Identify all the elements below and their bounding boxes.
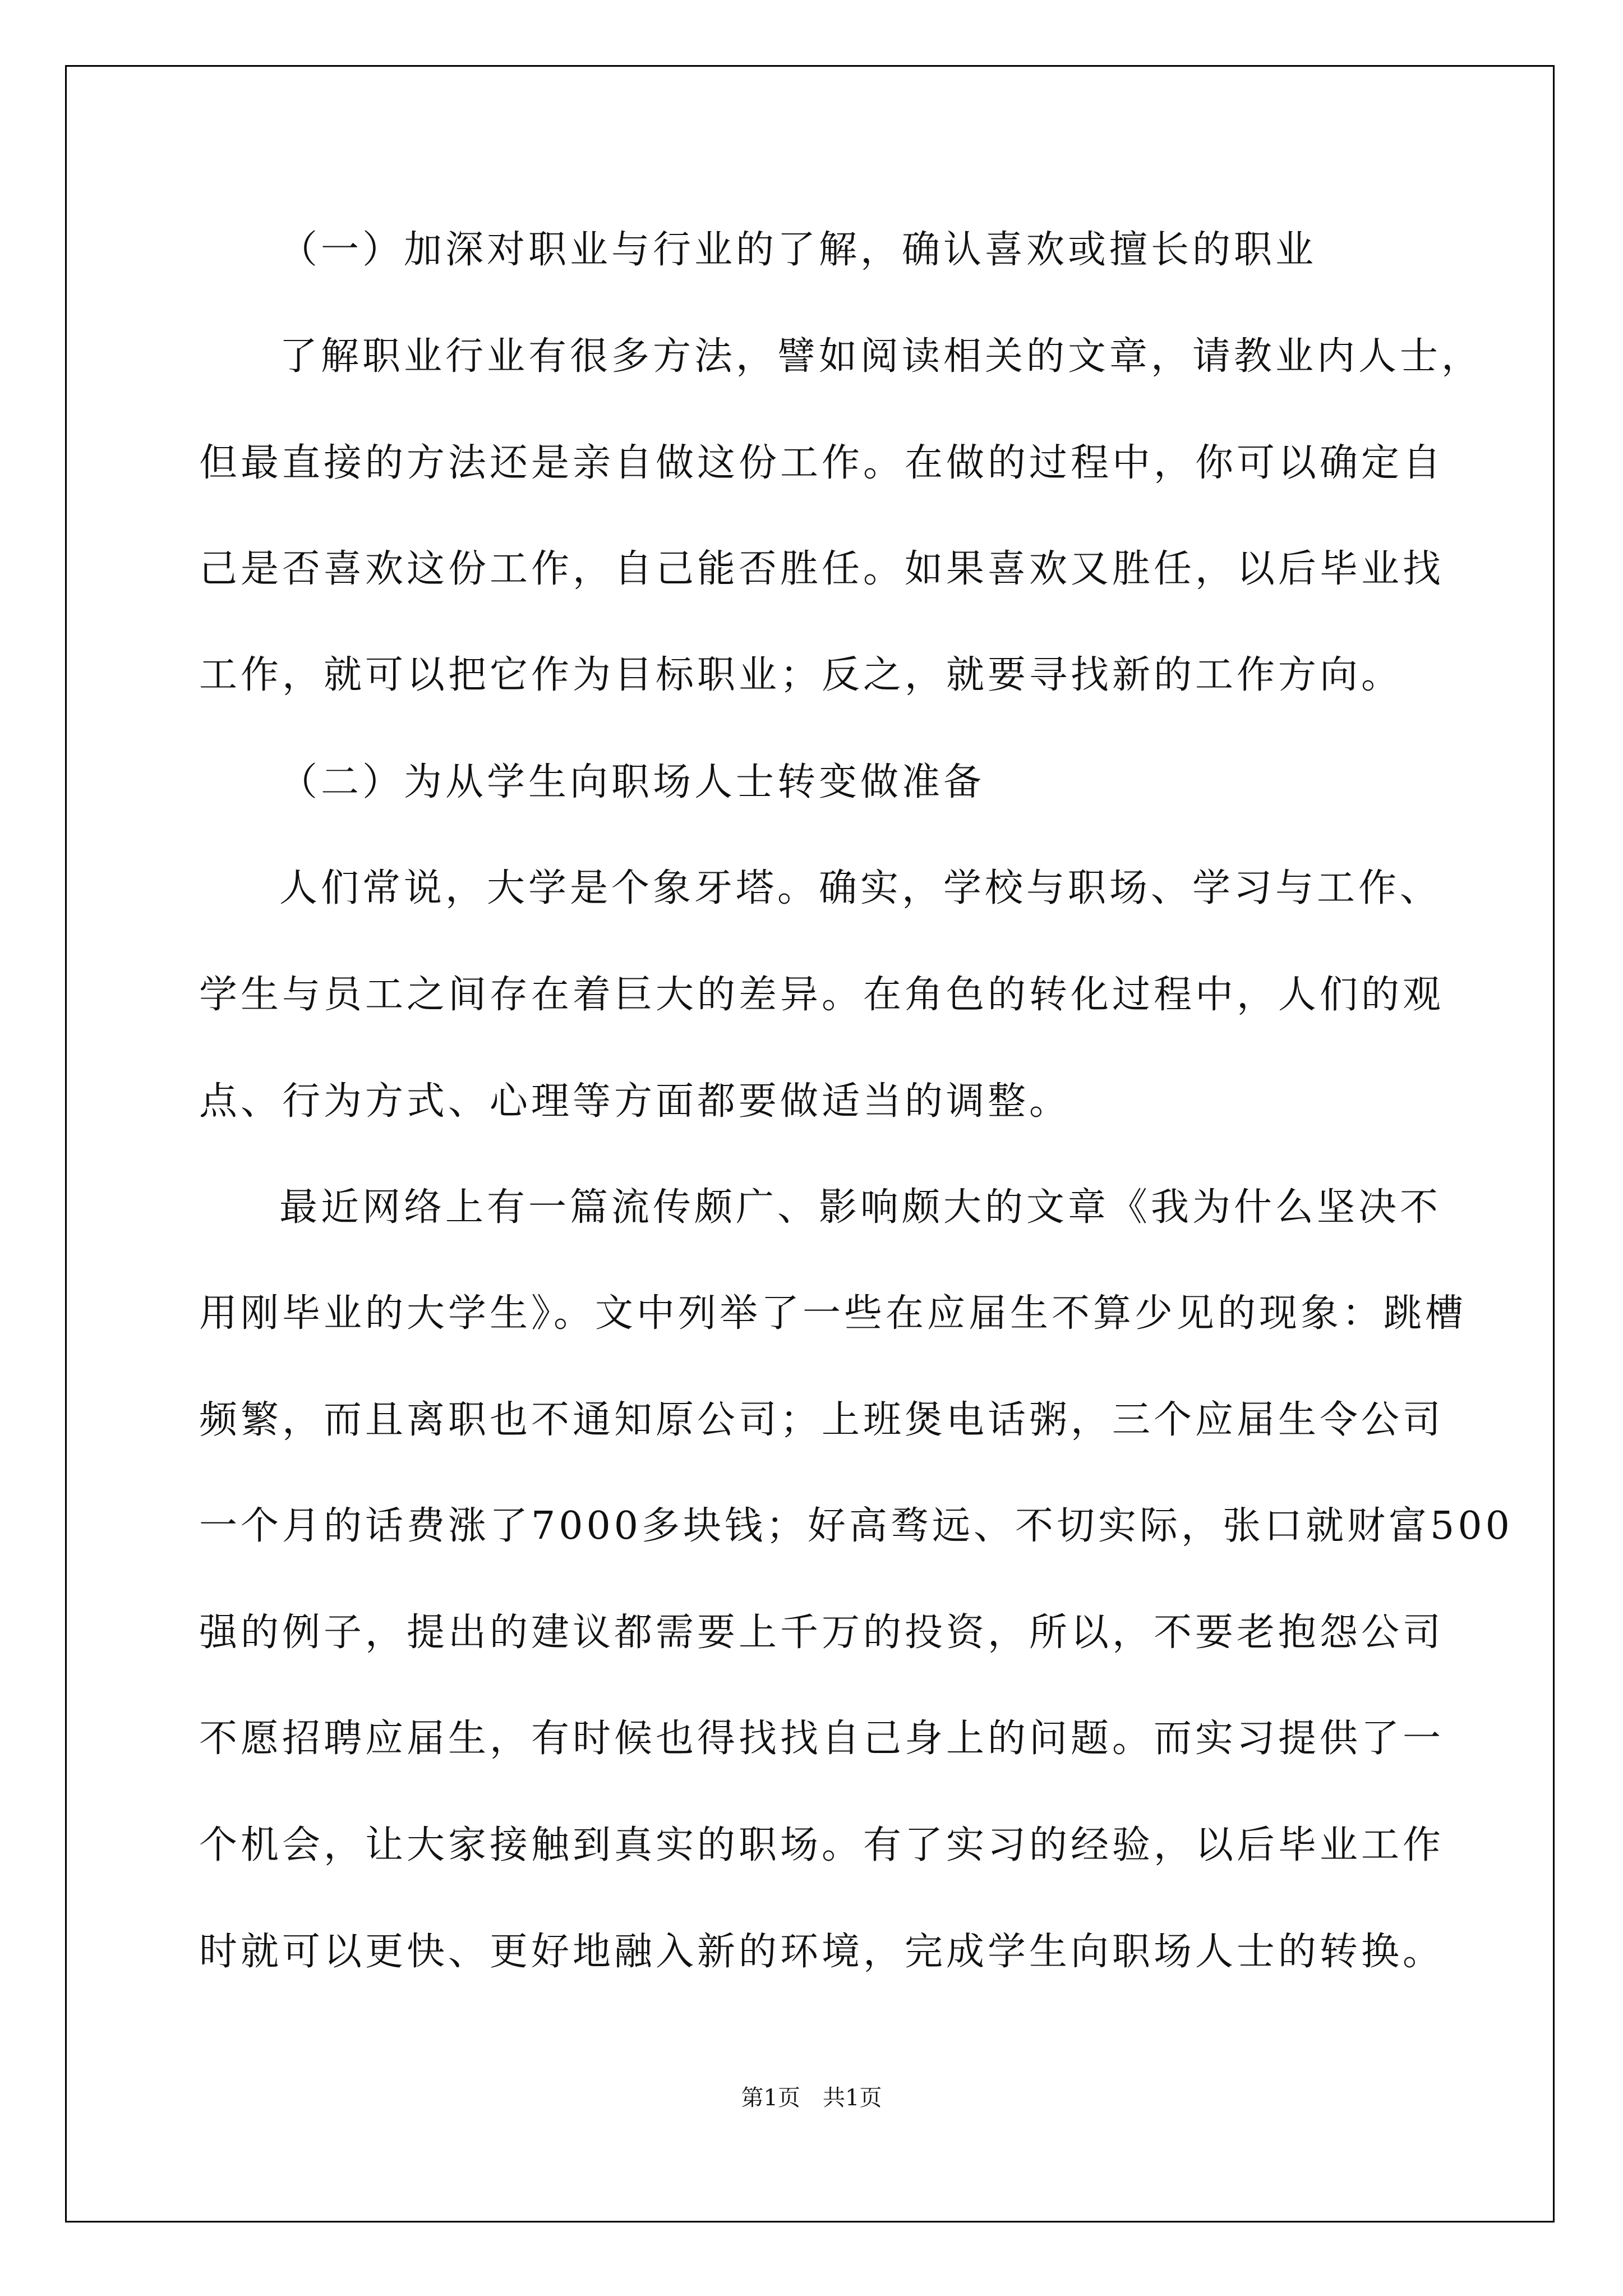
paragraph-line: 工作，就可以把它作为目标职业；反之，就要寻找新的工作方向。 <box>199 653 1403 697</box>
paragraph-line: 最近网络上有一篇流传颇广、影响颇大的文章《我为什么坚决不 <box>279 1185 1442 1230</box>
paragraph-line: 人们常说，大学是个象牙塔。确实，学校与职场、学习与工作、 <box>279 866 1442 910</box>
paragraph-line: 一个月的话费涨了7000多块钱；好高骛远、不切实际，张口就财富500 <box>199 1504 1513 1548</box>
paragraph-line: 点、行为方式、心理等方面都要做适当的调整。 <box>199 1079 1071 1124</box>
section-heading-1: （一）加深对职业与行业的了解，确认喜欢或擅长的职业 <box>279 228 1317 272</box>
paragraph-line: 频繁，而且离职也不通知原公司；上班煲电话粥，三个应届生令公司 <box>199 1398 1445 1442</box>
page-number-footer: 第1页 共1页 <box>741 2085 882 2111</box>
paragraph-line: 用刚毕业的大学生》。文中列举了一些在应届生不算少见的现象：跳槽 <box>199 1291 1467 1336</box>
paragraph-line: 强的例子，提出的建议都需要上千万的投资，所以，不要老抱怨公司 <box>199 1611 1445 1655</box>
paragraph-line: 时就可以更快、更好地融入新的环境，完成学生向职场人士的转换。 <box>199 1930 1445 1974</box>
paragraph-line: 了解职业行业有很多方法，譬如阅读相关的文章，请教业内人士， <box>279 334 1483 379</box>
paragraph-line: 学生与员工之间存在着巨大的差异。在角色的转化过程中，人们的观 <box>199 973 1445 1017</box>
paragraph-line: 个机会，让大家接触到真实的职场。有了实习的经验，以后毕业工作 <box>199 1823 1445 1867</box>
paragraph-line: 不愿招聘应届生，有时候也得找找自己身上的问题。而实习提供了一 <box>199 1717 1445 1761</box>
section-heading-2: （二）为从学生向职场人士转变做准备 <box>279 760 985 804</box>
paragraph-line: 但最直接的方法还是亲自做这份工作。在做的过程中，你可以确定自 <box>199 441 1445 485</box>
paragraph-line: 己是否喜欢这份工作，自己能否胜任。如果喜欢又胜任，以后毕业找 <box>199 547 1445 591</box>
